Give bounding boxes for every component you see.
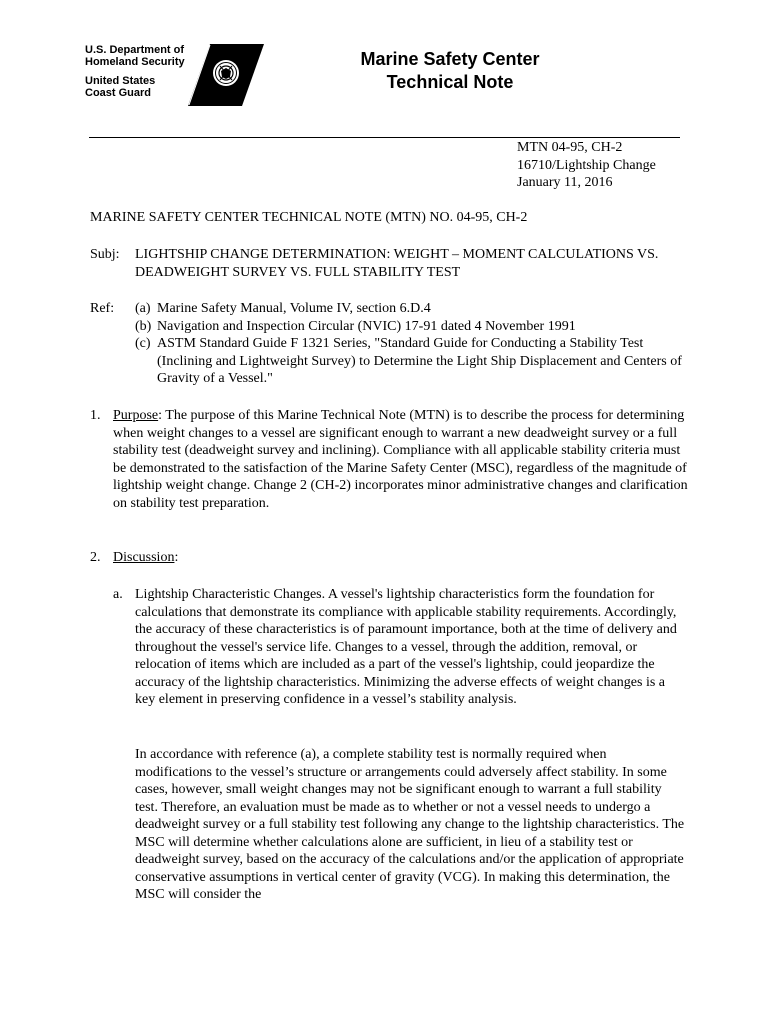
reference-mark: (b) (135, 318, 152, 334)
title-line: Technical Note (386, 72, 514, 92)
subject-label: Subj: (90, 247, 120, 262)
title-line: Marine Safety Center (360, 49, 540, 69)
document-title (340, 48, 560, 94)
meta-file: 16710/Lightship Change (517, 157, 656, 173)
agency-line: U.S. Department of (85, 44, 185, 56)
purpose-paragraph (113, 407, 688, 512)
purpose-text: : The purpose of this Marine Technical Note (MTN) is to describe the process for determining when weight changes to a vessel are significant enough to warrant a new deadweight survey or a full stability test (deadweight survey and inclining). Compliance with all applicable stability criteria must be demonstrated to the satisfaction of the Marine Safety Center (MSC), regardless of the magnitude of lightship weight change. Change 2 (CH-2) incorporates minor administrative changes and clarification on stability test preparation. (113, 408, 688, 511)
section-title-discussion: Discussion (113, 550, 175, 565)
references-label: Ref: (90, 301, 115, 316)
subsection-number: a. (113, 587, 123, 602)
reference-mark: (c) (135, 336, 151, 351)
reference-text: Navigation and Inspection Circular (NVIC) 17-91 dated 4 November 1991 (157, 318, 576, 334)
section-number: 2. (90, 550, 101, 565)
reference-item (135, 300, 695, 318)
agency-line: United States (85, 75, 156, 87)
meta-date: January 11, 2016 (517, 175, 613, 190)
reference-mark: (a) (135, 301, 151, 316)
agency-line: Homeland Security (85, 56, 185, 68)
reference-text: Marine Safety Manual, Volume IV, section 6.D.4 (157, 301, 431, 316)
meta-number: MTN 04-95, CH-2 (517, 140, 623, 155)
subject-text: LIGHTSHIP CHANGE DETERMINATION: WEIGHT – MOMENT CALCULATIONS VS. DEADWEIGHT SURVEY VS. FULL STABILITY TEST (135, 247, 659, 280)
document-heading: MARINE SAFETY CENTER TECHNICAL NOTE (MTN) NO. 04-95, CH-2 (90, 210, 528, 225)
discussion-colon: : (174, 550, 179, 565)
section-title-purpose: Purpose (113, 408, 159, 423)
document-meta (517, 139, 656, 192)
section-number: 1. (90, 408, 101, 423)
header-divider (89, 137, 680, 138)
agency-line: Coast Guard (85, 87, 152, 99)
reference-item (135, 335, 695, 388)
coast-guard-emblem-icon (188, 44, 264, 106)
agency-name (85, 44, 185, 99)
reference-text: ASTM Standard Guide F 1321 Series, "Standard Guide for Conducting a Stability Test (Inclining and Lightweight Survey) to Determine the Light Ship Displacement and Centers of Gravity of a Vessel." (157, 336, 682, 386)
discussion-heading (113, 549, 178, 567)
stability-test-paragraph: In accordance with reference (a), a complete stability test is normally required when modifications to the vessel’s structure or arrangements could adversely affect stability. In some cases, however, small weight changes may not be significant enough to warrant a full stability test. Therefore, an evaluation must be made as to whether or not a vessel needs to undergo a deadweight survey or a full stability test following any change to the lightship characteristics. The MSC will determine whether calculations alone are sufficient, in lieu of a stability test or deadweight survey, based on the accuracy of the calculations and/or the application of appropriate conservative assumptions in vertical center of gravity (VCG). In making this determination, the MSC will consider the (135, 747, 685, 902)
reference-item (135, 318, 695, 336)
lightship-paragraph: Lightship Characteristic Changes. A vessel's lightship characteristics form the foundation for calculations that demonstrate its compliance with applicable stability requirements. Accordingly, the accuracy of these characteristics is of paramount importance, both at the time of delivery and throughout the vessel's service life. Changes to a vessel, through the addition, removal, or relocation of items which are included as a part of the vessel's lightship, could jeopardize the accuracy of the lightship characteristics. Minimizing the adverse effects of weight changes is a key element in preserving confidence in a vessel’s stability analysis. (135, 587, 677, 707)
references-list (135, 300, 695, 388)
